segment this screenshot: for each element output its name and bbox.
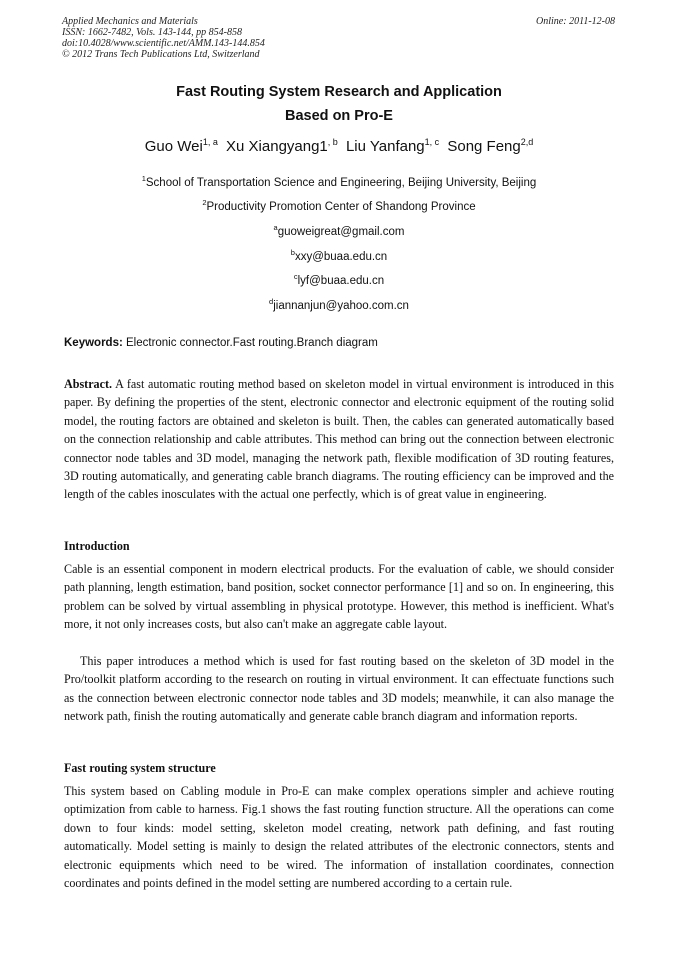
online-date: Online: 2011-12-08 <box>536 16 615 27</box>
author: Guo Wei$^{1, a}$ <box>144 137 218 155</box>
journal-header <box>62 16 265 60</box>
author: Liu Yanfang$^{1, c}$ <box>345 137 440 155</box>
title-line-1: Fast Routing System Research and Application <box>176 84 502 100</box>
journal-doi: doi:10.4028/www.scientific.net/AMM.143-144.854 <box>62 38 265 49</box>
structure-paragraph-1: This system based on Cabling module in Pro-E can make complex operations simpler and achieve routing optimization from cable to harness. Fig.1 shows the fast routing function structure. All the operations can come down to four kinds: model setting, skeleton model creating, network path defining, and fast routing automatically. Model setting is mainly to design the related attributes of the electronic connectors, stents and electronic equipments which need to be wired. The information of installation coordinates, connection coordinates and points defined in the model setting are numbered according to a certain rule. <box>64 784 614 891</box>
author: Xu $Xiangyang1^{, b}$ <box>226 137 338 155</box>
introduction-heading: Introduction <box>64 539 130 553</box>
journal-copyright: © 2012 Trans Tech Publications Ltd, Switzerland <box>62 49 260 60</box>
email-c: $^c$lyf@buaa.edu.cn <box>293 272 385 287</box>
author-list <box>0 137 678 157</box>
keywords <box>64 336 616 351</box>
author: Song Feng$^{2,d}$ <box>447 137 534 155</box>
journal-name: Applied Mechanics and Materials <box>62 16 198 27</box>
abstract <box>64 375 614 504</box>
affiliation-2: $^2$Productivity Promotion Center of Shandong Province <box>202 198 476 213</box>
paper-title <box>0 80 678 128</box>
email-b: $^b$xxy@buaa.edu.cn <box>290 248 388 263</box>
email-d: $^d$jiannanjun@yahoo.com.cn <box>269 297 409 312</box>
keywords-text: Electronic connector.Fast routing.Branch diagram <box>126 337 378 349</box>
introduction-paragraph-2: This paper introduces a method which is used for fast routing based on the skeleton of 3D model in the Pro/toolkit platform according to the research on routing in virtual environment. It can effectuate functions such as the connection between electronic connector node tables and 3D models; meanwhile, it can also manage the network path, finish the routing automatically and generate cable branch diagram and information reports. <box>64 654 614 724</box>
email-a: $^a$guoweigreat@gmail.com <box>273 223 405 238</box>
journal-issn: ISSN: 1662-7482, Vols. 143-144, pp 854-858 <box>62 27 242 38</box>
structure-heading: Fast routing system structure <box>64 761 216 775</box>
abstract-label: Abstract. <box>64 377 113 391</box>
keywords-label: Keywords: <box>64 337 123 349</box>
abstract-text: A fast automatic routing method based on skeleton model in virtual environment is introduced in this paper. By defining the properties of the stent, electronic connector and electronic equipment of the routing solid model, the routing factors are obtained and skeleton is built. Then, the cables can generated automatically based on the connection relationship and cable attributes. This method can bring out the connection between electronic connector node tables and 3D model, managing the network path, flexible modification of 3D routing features, 3D routing automatically, and generating cable branch diagrams. The routing efficiency can be improved and the length of the cables inosculates with the actual one perfectly, which is of great value in engineering. <box>64 377 615 502</box>
introduction-paragraph-1: Cable is an essential component in modern electrical products. For the evaluation of cable, we should consider path planning, length estimation, band position, socket connector performance [1] and so on. In engineering, this problem can be solved by virtual assembling in physical prototype. However, this method is inefficient. What's more, it not only increases costs, but also can't make an aggregate cable layout. <box>64 562 614 632</box>
affiliation-1: $^1$School of Transportation Science and Engineering, Beijing University, Beijing <box>141 174 537 189</box>
title-line-2: Based on Pro-E <box>285 108 393 124</box>
